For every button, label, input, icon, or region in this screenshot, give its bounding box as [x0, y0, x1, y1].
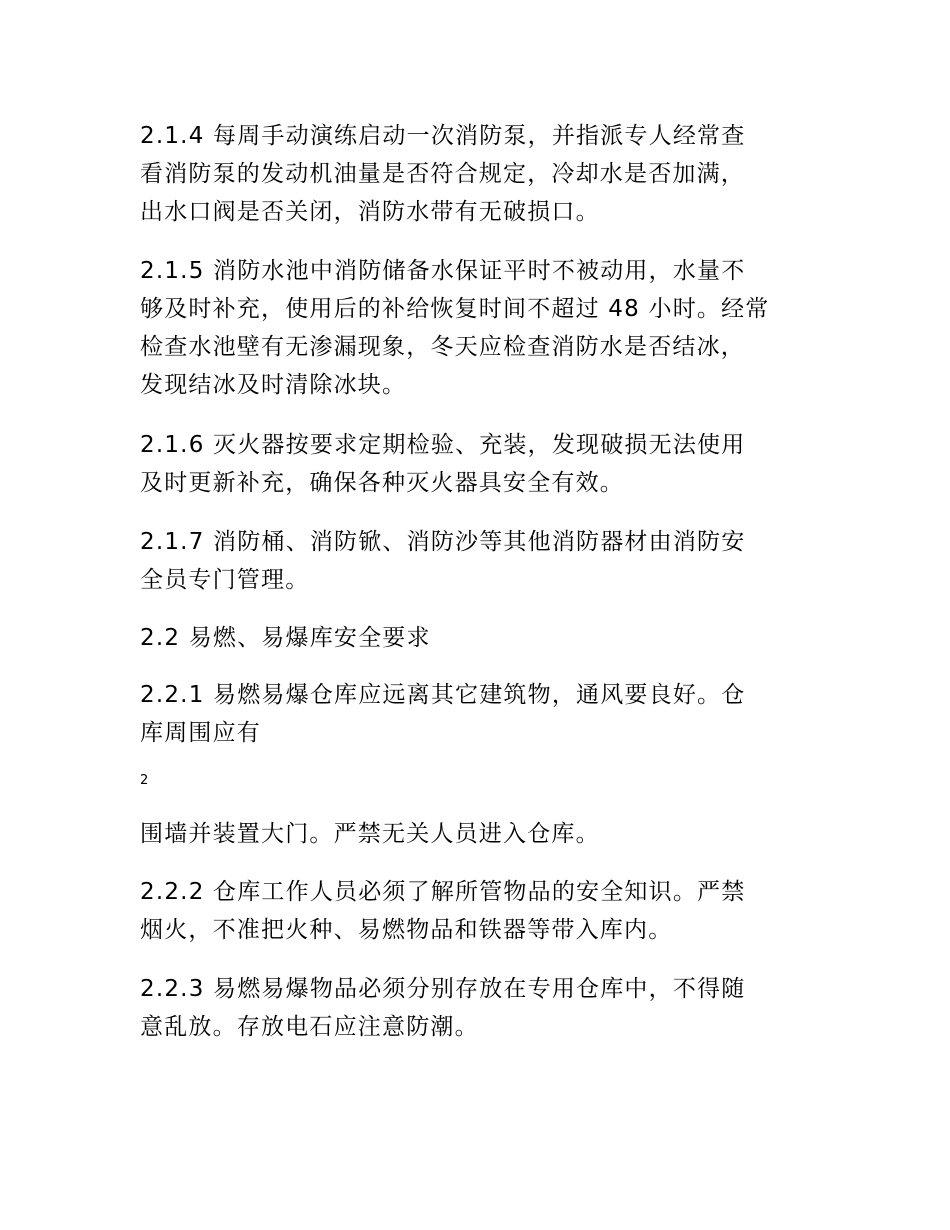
text-line: 出水口阀是否关闭，消防水带有无破损口。 — [140, 199, 600, 225]
text-line: 发现结冰及时清除冰块。 — [140, 372, 407, 398]
text-line: 2.2 易燃、易爆库安全要求 — [140, 625, 431, 651]
section-heading-2-2 — [140, 619, 820, 657]
text-line: 2.1.4 每周手动演练启动一次消防泵，并指派专人经常查 — [140, 123, 746, 149]
paragraph-2-2-3 — [140, 970, 820, 1046]
text-line: 全员专门管理。 — [140, 567, 310, 593]
paragraph-continuation — [140, 815, 820, 853]
page-number: 2 — [140, 773, 149, 788]
text-line: 看消防泵的发动机油量是否符合规定，冷却水是否加满， — [140, 161, 745, 187]
text-line: 意乱放。存放电石应注意防潮。 — [140, 1014, 479, 1040]
text-line: 够及时补充，使用后的补给恢复时间不超过 48 小时。经常 — [140, 296, 770, 322]
text-line: 烟火，不准把火种、易燃物品和铁器等带入库内。 — [140, 917, 673, 943]
text-line: 2.2.2 仓库工作人员必须了解所管物品的安全知识。严禁 — [140, 879, 746, 905]
text-line: 库周围应有 — [140, 720, 261, 746]
text-line: 2.2.3 易燃易爆物品必须分别存放在专用仓库中，不得随 — [140, 976, 746, 1002]
text-line: 检查水池壁有无渗漏现象，冬天应检查消防水是否结冰， — [140, 334, 745, 360]
text-line: 2.1.7 消防桶、消防锨、消防沙等其他消防器材由消防安 — [140, 529, 746, 555]
paragraph-2-1-6 — [140, 426, 820, 502]
text-line: 2.1.5 消防水池中消防储备水保证平时不被动用，水量不 — [140, 258, 746, 284]
text-line: 2.1.6 灭火器按要求定期检验、充装，发现破损无法使用 — [140, 432, 746, 458]
text-line: 2.2.1 易燃易爆仓库应远离其它建筑物，通风要良好。仓 — [140, 682, 746, 708]
paragraph-2-1-5 — [140, 252, 820, 404]
paragraph-2-1-7 — [140, 523, 820, 599]
paragraph-2-2-2 — [140, 873, 820, 949]
paragraph-2-2-1 — [140, 676, 820, 752]
text-line: 及时更新补充，确保各种灭火器具安全有效。 — [140, 470, 624, 496]
text-line: 围墙并装置大门。严禁无关人员进入仓库。 — [140, 821, 600, 847]
paragraph-2-1-4 — [140, 117, 820, 231]
